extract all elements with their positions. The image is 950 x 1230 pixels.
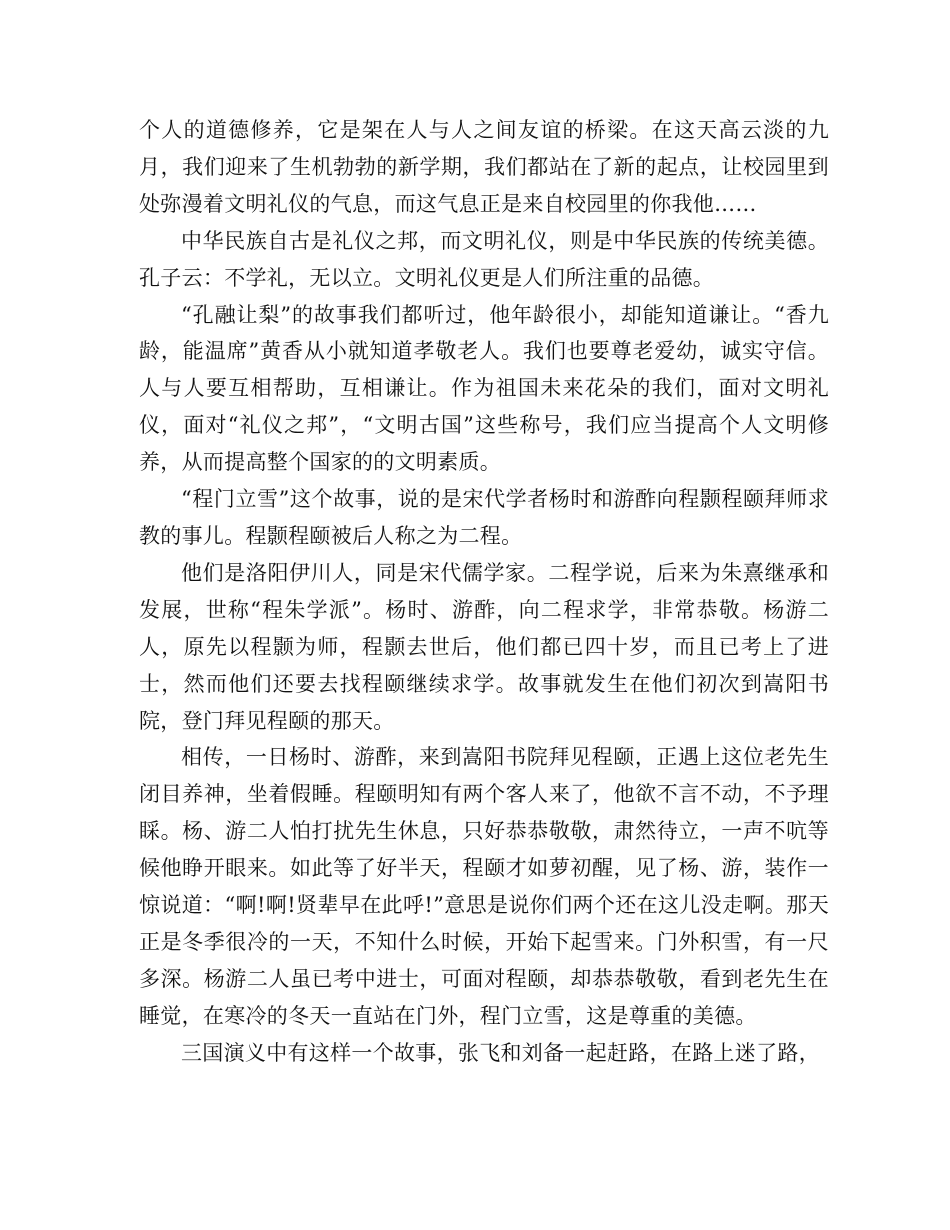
paragraph-7: 三国演义中有这样一个故事，张飞和刘备一起赶路，在路上迷了路，	[181, 1040, 820, 1065]
paragraph-2: 中华民族自古是礼仪之邦，而文明礼仪，则是中华民族的传统美德。孔子云：不学礼，无以立。文明礼仪更是人们所注重的品德。	[139, 228, 829, 290]
paragraph-4: “程门立雪”这个故事，说的是宋代学者杨时和游酢向程颢程颐拜师求教的事儿。程颢程颐被后人称之为二程。	[139, 487, 829, 548]
paragraph-3: “孔融让梨”的故事我们都听过，他年龄很小，却能知道谦让。“香九龄，能温席”黄香从小就知道孝敬老人。我们也要尊老爱幼，诚实守信。人与人要互相帮助，互相谦让。作为祖国未来花朵的我们，面对文明礼仪，面对“礼仪之邦”，“文明古国”这些称号，我们应当提高个人文明修养，从而提高整个国家的的文明素质。	[139, 302, 829, 475]
document-body	[139, 112, 829, 1072]
paragraph-5: 他们是洛阳伊川人，同是宋代儒学家。二程学说，后来为朱熹继承和发展，世称“程朱学派”。杨时、游酢，向二程求学，非常恭敬。杨游二人，原先以程颢为师，程颢去世后，他们都已四十岁，而且已考上了进士，然而他们还要去找程颐继续求学。故事就发生在他们初次到嵩阳书院，登门拜见程颐的那天。	[139, 560, 829, 733]
paragraph-1: 个人的道德修养，它是架在人与人之间友谊的桥梁。在这天高云淡的九月，我们迎来了生机勃勃的新学期，我们都站在了新的起点，让校园里到处弥漫着文明礼仪的气息，而这气息正是来自校园里的你我他……	[139, 118, 829, 216]
paragraph-6: 相传，一日杨时、游酢，来到嵩阳书院拜见程颐，正遇上这位老先生闭目养神，坐着假睡。程颐明知有两个客人来了，他欲不言不动，不予理睬。杨、游二人怕打扰先生休息，只好恭恭敬敬，肃然待立，一声不吭等候他睁开眼来。如此等了好半天，程颐才如萝初醒，见了杨、游，装作一惊说道：“啊!啊!贤辈早在此呼!”意思是说你们两个还在这儿没走啊。那天正是冬季很冷的一天，不知什么时候，开始下起雪来。门外积雪，有一尺多深。杨游二人虽已考中进士，可面对程颐，却恭恭敬敬，看到老先生在睡觉，在寒冷的冬天一直站在门外，程门立雪，这是尊重的美德。	[139, 745, 829, 1028]
